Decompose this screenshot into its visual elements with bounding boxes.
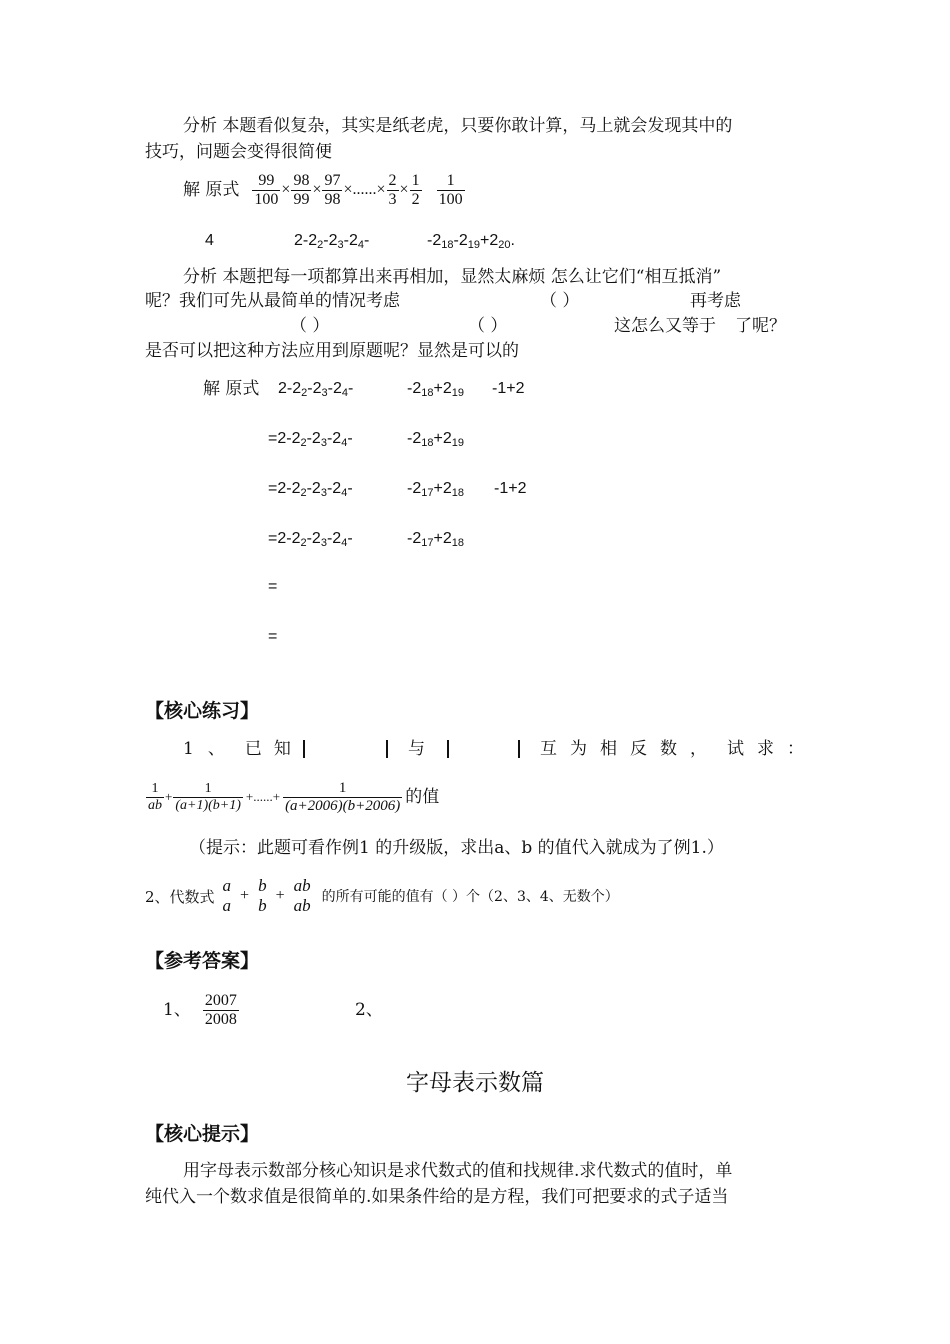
fraction: $\frac{1}{(a+2006)(b+2006)}$ — [285, 779, 401, 814]
answer-1-fraction: $\frac{2007}{2008}$ — [204, 991, 237, 1028]
blank-paren: （ ） — [290, 316, 330, 336]
analysis-1-line-1: 分析 本题看似复杂，其实是纸老虎，只要你敢计算，马上就会发现其中的 — [183, 116, 733, 136]
analysis-2-reconsider: 再考虑 — [690, 291, 741, 311]
question-1-with: 与 — [408, 739, 425, 759]
fraction: $\frac{98}{99}$ — [293, 171, 310, 208]
solution-2-row-4-left: $=2-2_2-2_3-2_4-$ — [268, 530, 353, 549]
question-1-prefix: 1 、 已 知 — [183, 739, 291, 759]
fraction: b b — [258, 876, 267, 915]
absolute-value-bar — [447, 740, 449, 758]
absolute-value-bar — [386, 740, 388, 758]
answer-1-label: 1、 — [163, 1000, 191, 1020]
solution-2-row-2-right: $-2_{18}+2_{19}$ — [407, 430, 464, 449]
answers-heading: 【参考答案】 — [145, 950, 260, 972]
solution-2-row-4-right: $-2_{17}+2_{18}$ — [407, 530, 464, 549]
analysis-2-line-1: 分析 本题把每一项都算出来再相加，显然太麻烦 怎么让它们“相互抵消” — [183, 267, 722, 287]
times-sign: × — [312, 181, 322, 198]
solution-2-equals-2: = — [268, 628, 278, 645]
analysis-2-line-4: 是否可以把这种方法应用到原题呢？显然是可以的 — [145, 341, 519, 361]
core-hint-heading: 【核心提示】 — [145, 1123, 260, 1145]
analysis-2-line-2: 呢？我们可先从最简单的情况考虑 — [145, 291, 400, 311]
solution-1-label: 解 原式 — [183, 180, 240, 200]
ellipsis: +......+ — [245, 789, 281, 804]
times-sign: × — [281, 181, 291, 198]
analysis-2-question-end: 了呢？ — [735, 316, 786, 336]
fraction: $\frac{1}{(a+1)(b+1)}$ — [175, 780, 241, 813]
fraction: $\frac{99}{100}$ — [254, 171, 279, 208]
solution-1 — [183, 166, 466, 214]
question-2-prefix: 2、代数式 — [145, 887, 215, 906]
solution-2-equals-1: = — [268, 578, 278, 595]
example-4-number: 4 — [205, 232, 214, 249]
solution-2-row-3-left: $=2-2_2-2_3-2_4-$ — [268, 480, 353, 499]
example-4-tail: $-2_{18}-2_{19}+2_{20}$. — [427, 232, 515, 251]
plus-sign: + — [275, 887, 285, 904]
times-sign: × — [343, 181, 353, 198]
practice-heading: 【核心练习】 — [145, 700, 260, 722]
result-fraction: $\frac{1}{100}$ — [438, 171, 463, 208]
fraction: $\frac{1}{2}$ — [411, 171, 420, 208]
solution-2-row-1-right: $-2_{18}+2_{19}$ — [407, 380, 464, 399]
example-4-expression: $2-2_2-2_3-2_4-$ — [294, 232, 370, 251]
blank-paren: （ ） — [540, 291, 580, 311]
times-sign: × — [399, 181, 409, 198]
question-1-suffix: 的值 — [405, 787, 440, 807]
solution-2-label: 解 原式 — [203, 379, 260, 399]
fraction: $\frac{1}{ab}$ — [148, 780, 162, 813]
solution-2-row-1-left: $2-2_2-2_3-2_4-$ — [278, 380, 354, 399]
question-1-tail: 互 为 相 反 数 ， 试 求 ： — [540, 739, 804, 759]
fraction: $\frac{2}{3}$ — [388, 171, 397, 208]
plus-sign: + — [240, 887, 250, 904]
answer-1 — [163, 986, 240, 1034]
ellipsis: ...... — [352, 181, 377, 198]
blank-paren: （ ） — [468, 316, 508, 336]
question-1-expression — [145, 772, 439, 822]
plus-sign: + — [165, 789, 173, 804]
analysis-2-question: 这怎么又等于 — [614, 316, 716, 336]
fraction: ab ab — [293, 876, 311, 915]
fraction: $\frac{97}{98}$ — [324, 171, 341, 208]
question-2 — [145, 872, 619, 920]
answer-2-label: 2、 — [355, 1000, 383, 1020]
question-2-suffix: 的所有可能的值有（ ）个（2、3、4、无数个） — [321, 889, 619, 905]
section-title: 字母表示数篇 — [406, 1070, 544, 1096]
absolute-value-bar — [303, 740, 305, 758]
analysis-1-line-2: 技巧，问题会变得很简便 — [145, 142, 332, 162]
fraction: a a — [222, 876, 232, 915]
question-1-hint: （提示：此题可看作例1 的升级版，求出a、b 的值代入就成为了例1.） — [189, 838, 724, 858]
solution-2-row-3-right: $-2_{17}+2_{18}$ — [407, 480, 464, 499]
absolute-value-bar — [518, 740, 520, 758]
section-paragraph-line-2: 纯代入一个数求值是很简单的.如果条件给的是方程，我们可把要求的式子适当 — [145, 1187, 729, 1207]
solution-2-row-1-extra: -1+2 — [492, 380, 525, 397]
times-sign: × — [376, 181, 386, 198]
solution-2-row-3-extra: -1+2 — [494, 480, 527, 497]
solution-2-row-2-left: $=2-2_2-2_3-2_4-$ — [268, 430, 353, 449]
section-paragraph-line-1: 用字母表示数部分核心知识是求代数式的值和找规律.求代数式的值时，单 — [183, 1161, 733, 1181]
